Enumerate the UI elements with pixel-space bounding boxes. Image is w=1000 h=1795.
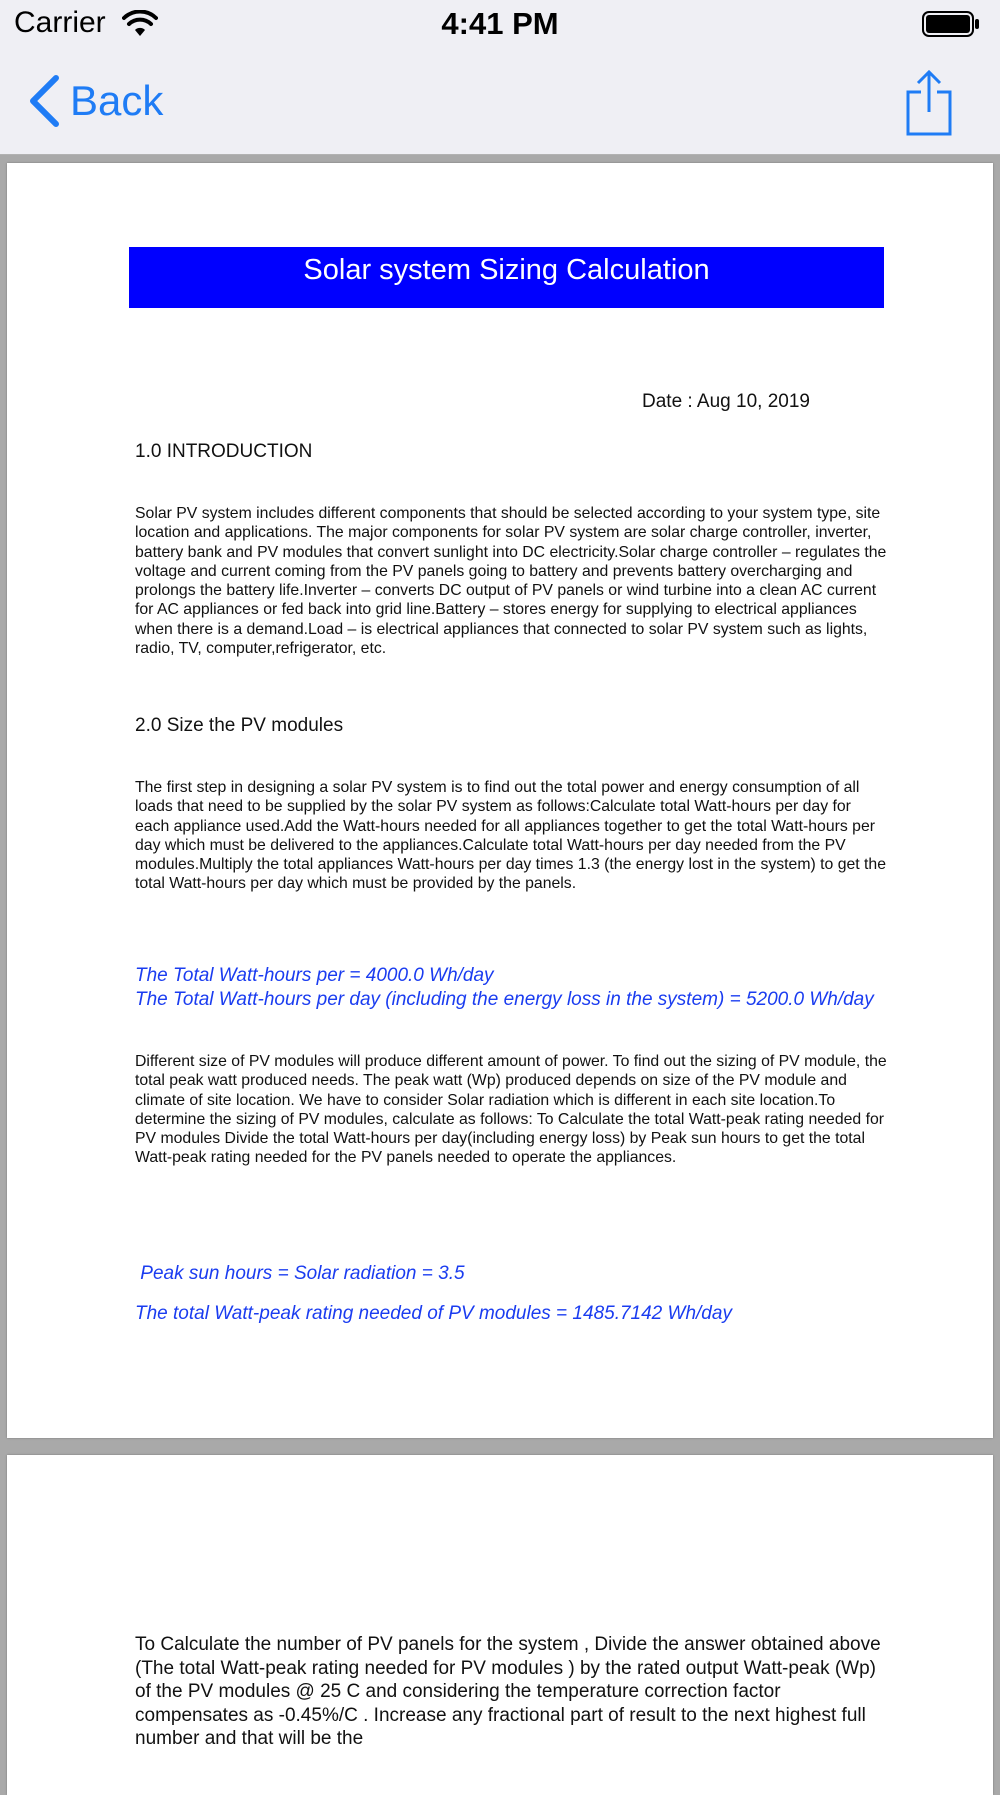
document-date: Date : Aug 10, 2019 xyxy=(642,391,810,412)
pdf-page-1[interactable] xyxy=(7,163,993,1438)
result-peak-sun-hours: Peak sun hours = Solar radiation = 3.5 xyxy=(135,1263,465,1284)
section-1-heading: 1.0 INTRODUCTION xyxy=(135,441,313,462)
document-title: Solar system Sizing Calculation xyxy=(129,247,884,308)
section-2-heading: 2.0 Size the PV modules xyxy=(135,715,344,736)
result-watt-peak: The total Watt-peak rating needed of PV modules = 1485.7142 Wh/day xyxy=(135,1303,732,1324)
back-button[interactable] xyxy=(28,76,163,126)
result-total-watt-hours-with-loss: The Total Watt-hours per day (including the energy loss in the system) = 5200.0 Wh/day xyxy=(135,989,874,1010)
clock: 4:41 PM xyxy=(441,6,559,41)
chevron-left-icon xyxy=(28,75,60,127)
result-total-watt-hours: The Total Watt-hours per = 4000.0 Wh/day xyxy=(135,965,494,986)
back-label: Back xyxy=(70,77,164,124)
share-icon[interactable] xyxy=(904,68,954,138)
section-2-paragraph: The first step in designing a solar PV system is to find out the total power and energy consumption of all loads that need to be supplied by the solar PV system as follows:Calculate total Watt-hours per day for each appliance used.Add the Watt-hours needed for all appliances together to get the total Watt-hours per day which must be delivered to the appliances.Calculate total Watt-hours per day needed from the PV modules.Multiply the total appliances Watt-hours per day times 1.3 (the energy lost in the system) to get the total Watt-hours per day which must be provided by the panels. xyxy=(135,779,887,893)
page-2-paragraph: To Calculate the number of PV panels for the system , Divide the answer obtained above (The total Watt-peak rating needed for PV modules ) by the rated output Watt-peak (Wp) of the PV modules @ 25 C and considering the temperature correction factor compensates as -0.45%/C . Increase any fractional part of result to the next highest full number and that will be the xyxy=(135,1634,881,1749)
status-bar xyxy=(0,0,1000,50)
pdf-page-2[interactable] xyxy=(7,1455,993,1795)
navigation-bar xyxy=(0,50,1000,155)
section-2-paragraph-b: Different size of PV modules will produce different amount of power. To find out the sizing of PV module, the total peak watt produced needs. The peak watt (Wp) produced depends on size of the PV module and climate of site location. We have to consider Solar radiation which is different in each site location.To determine the sizing of PV modules, calculate as follows: To Calculate the total Watt-peak rating needed for PV modules Divide the total Watt-hours per day(including energy loss) by Peak sun hours to get the total Watt-peak rating needed for the PV panels needed to operate the appliances. xyxy=(135,1053,887,1167)
section-1-paragraph: Solar PV system includes different components that should be selected according to your system type, site location and applications. The major components for solar PV system are solar charge controller, inverter, battery bank and PV modules that convert sunlight into DC electricity.Solar charge controller – regulates the voltage and current coming from the PV panels going to battery and prevents battery overcharging and prolongs the battery life.Inverter – converts DC output of PV panels or wind turbine into a clean AC current for AC appliances or fed back into grid line.Battery – stores energy for supplying to electrical appliances when there is a demand.Load – is electrical appliances that connected to solar PV system such as lights, radio, TV, computer,refrigerator, etc. xyxy=(135,505,887,658)
battery-icon xyxy=(922,11,980,37)
carrier-label: Carrier xyxy=(14,6,106,39)
